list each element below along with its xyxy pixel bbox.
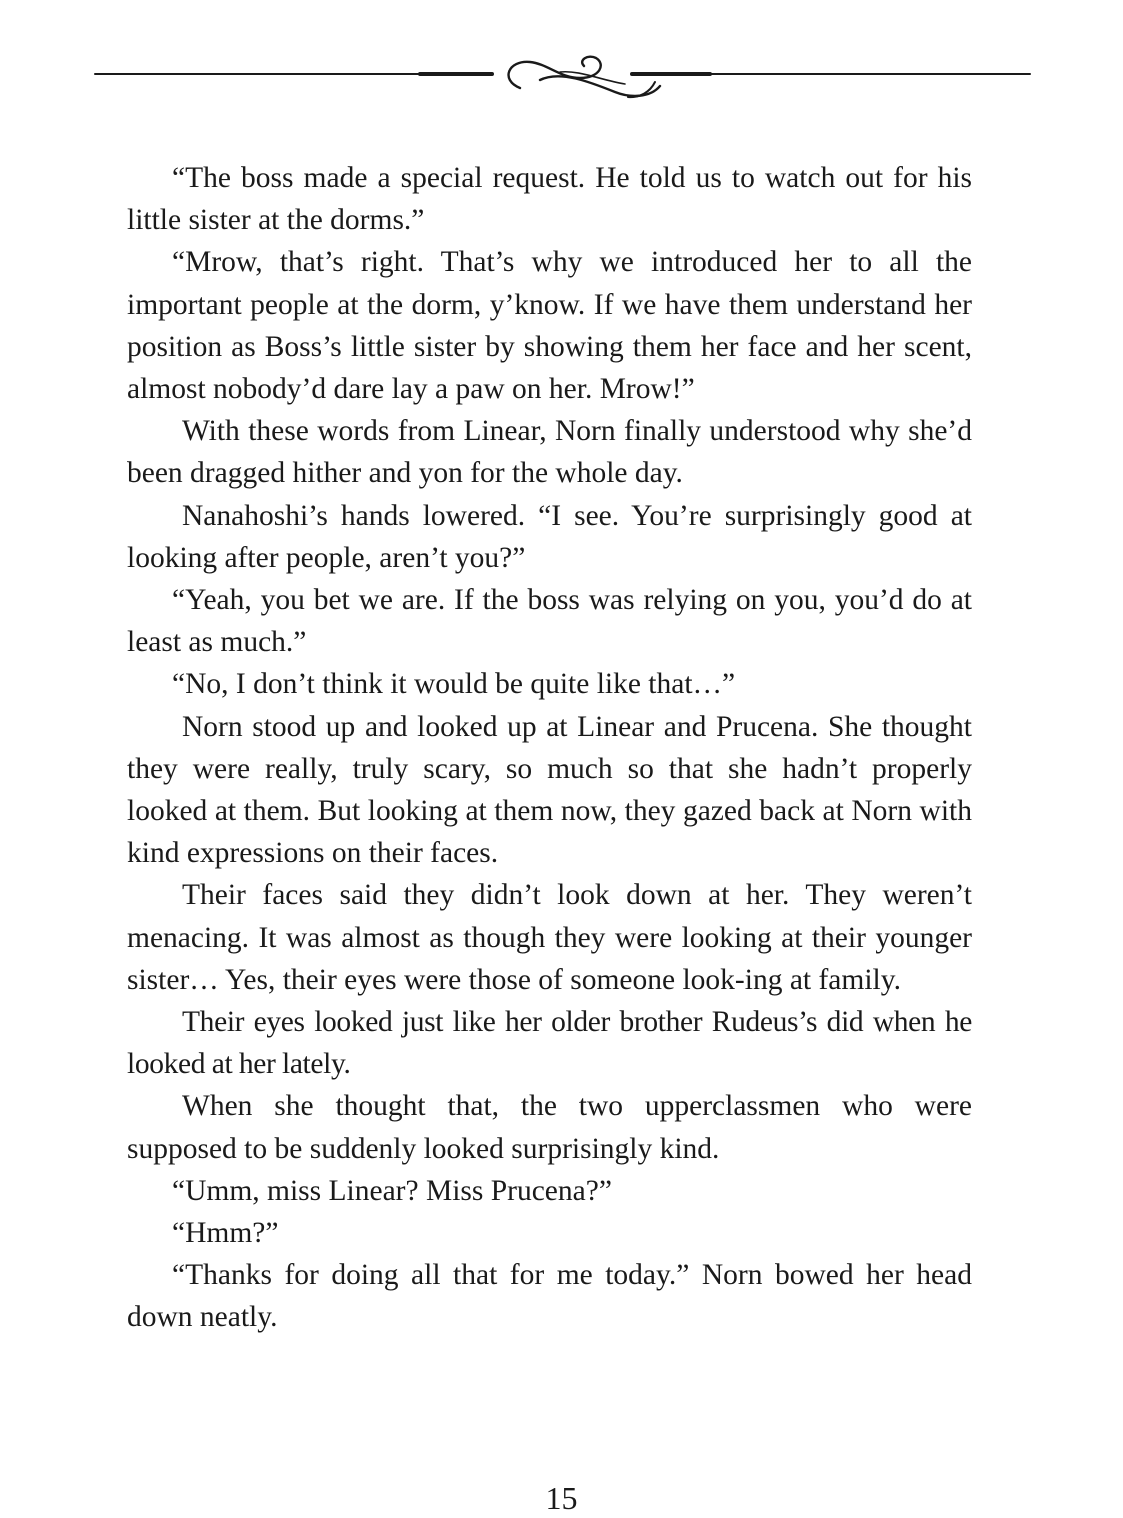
body-text <box>127 157 972 1339</box>
paragraph: When she thought that, the two upperclassmen who were supposed to be suddenly looked surprisingly kind. <box>127 1090 972 1165</box>
paragraph: Their eyes looked just like her older brother Rudeus’s did when he looked at her lately. <box>127 1006 972 1081</box>
page-number: 15 <box>545 1480 578 1516</box>
paragraph: “The boss made a special request. He told us to watch out for his little sister at the dorms.” <box>127 162 972 237</box>
paragraph: “Mrow, that’s right. That’s why we introduced her to all the important people at the dorm, y’know. If we have them understand her position as Boss’s little sister by showing them her face and her scent, almost nobody’d dare lay a paw on her. Mrow!” <box>127 246 972 406</box>
flourish-divider-icon <box>0 0 1123 120</box>
paragraph: “Hmm?” <box>172 1217 279 1250</box>
paragraph: With these words from Linear, Norn finally understood why she’d been dragged hither and yon for the whole day. <box>127 415 972 490</box>
paragraph: “Thanks for doing all that for me today.” Norn bowed her head down neatly. <box>127 1259 972 1334</box>
paragraph: Norn stood up and looked up at Linear and Prucena. She thought they were really, truly scary, so much so that she hadn’t properly looked at them. But looking at them now, they gazed back at Norn with kind expressions on their faces. <box>127 710 972 870</box>
paragraph: Nanahoshi’s hands lowered. “I see. You’re surprisingly good at looking after people, aren’t you?” <box>127 499 972 574</box>
paragraph: “Umm, miss Linear? Miss Prucena?” <box>172 1174 612 1207</box>
paragraph: “Yeah, you bet we are. If the boss was relying on you, you’d do at least as much.” <box>127 584 972 659</box>
paragraph: Their faces said they didn’t look down at her. They weren’t menacing. It was almost as though they were looking at their younger sister… Yes, their eyes were those of someone look-ing at family. <box>127 879 972 996</box>
paragraph: “No, I don’t think it would be quite like that…” <box>172 668 736 701</box>
